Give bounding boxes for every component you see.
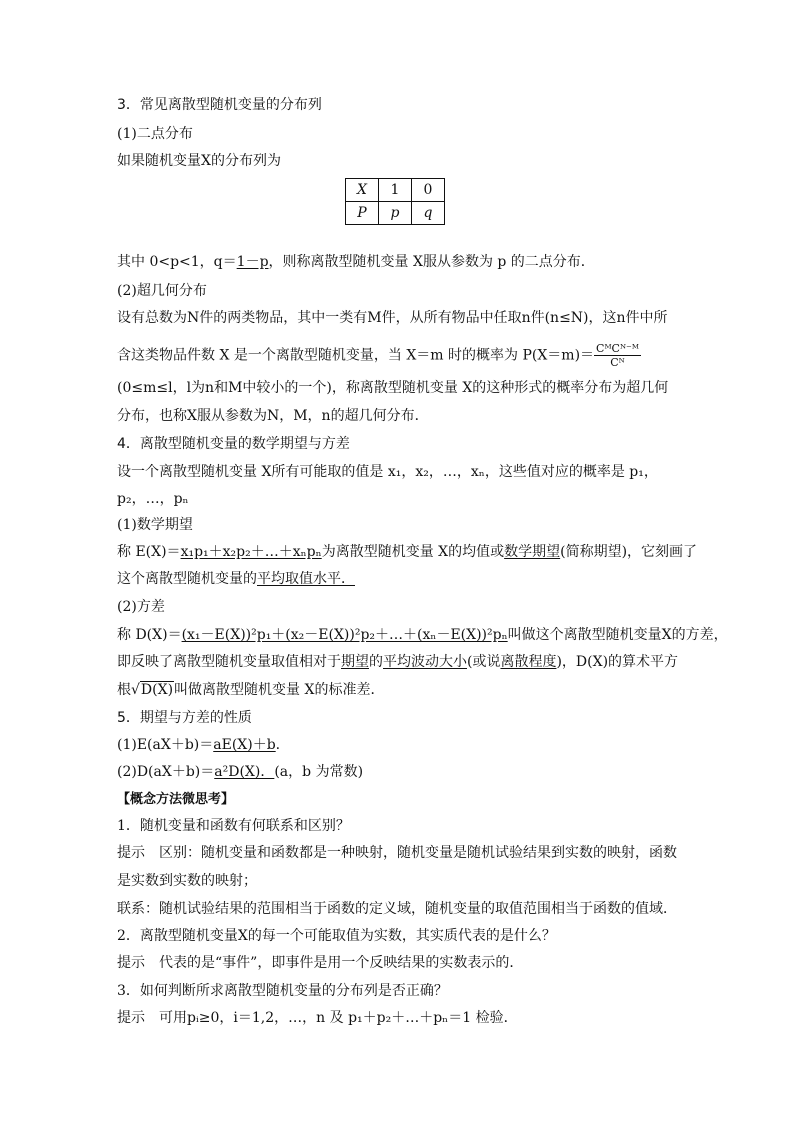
text: 根 (117, 682, 131, 698)
text: 即反映了离散型随机变量取值相对于 (117, 654, 341, 670)
answer-blank: 数学期望 (504, 544, 561, 560)
text: . (275, 737, 281, 753)
hypergeometric-line-3: (0≤m≤l，l为n和M中较小的一个)，称离散型随机变量 X的这种形式的概率分布为超几何 (117, 380, 669, 396)
answer-blank: (x₁－E(X))²p₁＋(x₂－E(X))²p₂＋…＋(xₙ－E(X))²pₙ (181, 627, 508, 643)
text: (2)D(aX＋b)＝ (117, 764, 215, 780)
text: ，则称离散型随机变量 X服从参数为 p 的二点分布． (268, 254, 595, 270)
answer-2: 提示 代表的是“事件”，即事件是用一个反映结果的实数表示的． (117, 955, 524, 971)
fraction-denominator: Cᴺ (610, 356, 625, 369)
answer-1-line-3: 联系：随机试验结果的范围相当于函数的定义域，随机变量的取值范围相当于函数的值域． (117, 901, 677, 917)
answer-1-line-2: 是实数到实数的映射； (117, 873, 257, 889)
distribution-table (345, 178, 445, 225)
text: (或说 (467, 654, 501, 670)
property-1 (117, 736, 280, 755)
variance-meaning (117, 653, 678, 672)
answer-blank: 1－p (236, 254, 269, 270)
table-cell: X (346, 179, 379, 202)
hypergeometric-line-1: 设有总数为N件的两类物品，其中一类有M件，从所有物品中任取n件(n≤N)，这n件中所 (117, 310, 668, 326)
text: 其中 0<p<1，q＝ (117, 254, 237, 270)
text: 的 (369, 654, 383, 670)
question-2: 2．离散型随机变量X的每一个可能取值为实数，其实质代表的是什么？ (117, 928, 556, 944)
question-1: 1．随机变量和函数有何联系和区别？ (117, 818, 350, 834)
subsection-hypergeometric: (2)超几何分布 (117, 283, 207, 299)
think-title: 【概念方法微思考】 (117, 792, 235, 807)
fraction-numerator: CᴹCᴺ⁻ᴹ (596, 342, 639, 355)
property-2 (117, 763, 363, 782)
answer-blank: a²D(X)． (214, 764, 275, 780)
table-cell: 1 (379, 179, 412, 202)
text: 叫做离散型随机变量 X的标准差． (174, 682, 385, 698)
subsection-expectation: (1)数学期望 (117, 517, 193, 533)
section-5-heading: 5．期望与方差的性质 (117, 710, 252, 726)
text: 称 D(X)＝ (117, 627, 182, 643)
table-cell: P (346, 202, 379, 225)
text: 为离散型随机变量 X的均值或 (321, 544, 505, 560)
table-cell: q (412, 202, 445, 225)
table-row (346, 202, 445, 225)
answer-blank: 平均取值水平． (257, 571, 355, 587)
text: (1)E(aX＋b)＝ (117, 737, 214, 753)
table-cell: p (379, 202, 412, 225)
answer-3: 提示 可用pᵢ≥0，i＝1,2，…，n 及 p₁＋p₂＋…＋pₙ＝1 检验． (117, 1010, 518, 1026)
answer-blank: aE(X)＋b (213, 737, 276, 753)
table-row (346, 179, 445, 202)
section-4-heading: 4．离散型随机变量的数学期望与方差 (117, 436, 350, 452)
expectation-meaning (117, 570, 355, 589)
table-cell: 0 (412, 179, 445, 202)
expectation-definition (117, 543, 697, 562)
text: 含这类物品件数 X 是一个离散型随机变量，当 X＝m 时的概率为 P(X＝m)＝ (117, 347, 595, 364)
text: )，D(X)的算术平方 (556, 654, 679, 670)
subsection-two-point: (1)二点分布 (117, 126, 193, 142)
text: 这个离散型随机变量的 (117, 571, 257, 587)
probability-fraction (594, 342, 641, 369)
hypergeometric-line-2 (117, 342, 641, 369)
text: (a，b 为常数) (274, 764, 364, 780)
expectation-setup-2: p₂，…，pₙ (117, 491, 189, 507)
two-point-definition (117, 253, 595, 272)
answer-blank: 期望 (341, 654, 369, 670)
section-3-heading: 3．常见离散型随机变量的分布列 (117, 97, 322, 113)
hypergeometric-line-4: 分布，也称X服从参数为N，M，n的超几何分布． (117, 408, 429, 424)
standard-deviation-line (117, 681, 384, 700)
question-3: 3．如何判断所求离散型随机变量的分布列是否正确？ (117, 983, 448, 999)
sqrt-radicand: D(X) (140, 682, 174, 698)
sqrt-sign: √ (131, 682, 140, 698)
text: 叫做这个离散型随机变量X的方差， (507, 627, 728, 643)
variance-definition (117, 626, 728, 645)
expectation-setup-1: 设一个离散型随机变量 X所有可能取的值是 x₁，x₂，…，xₙ，这些值对应的概率是 p₁， (117, 464, 658, 480)
answer-blank: 平均波动大小 (383, 654, 467, 670)
text: (简称期望)，它刻画了 (560, 544, 698, 560)
answer-blank: 离散程度 (500, 654, 557, 670)
text: 称 E(X)＝ (117, 544, 181, 560)
answer-1-line-1: 提示 区别：随机变量和函数都是一种映射，随机变量是随机试验结果到实数的映射，函数 (117, 845, 677, 861)
answer-blank: x₁p₁＋x₂p₂＋…＋xₙpₙ (180, 544, 322, 560)
distribution-intro: 如果随机变量X的分布列为 (117, 153, 281, 169)
subsection-variance: (2)方差 (117, 599, 165, 615)
